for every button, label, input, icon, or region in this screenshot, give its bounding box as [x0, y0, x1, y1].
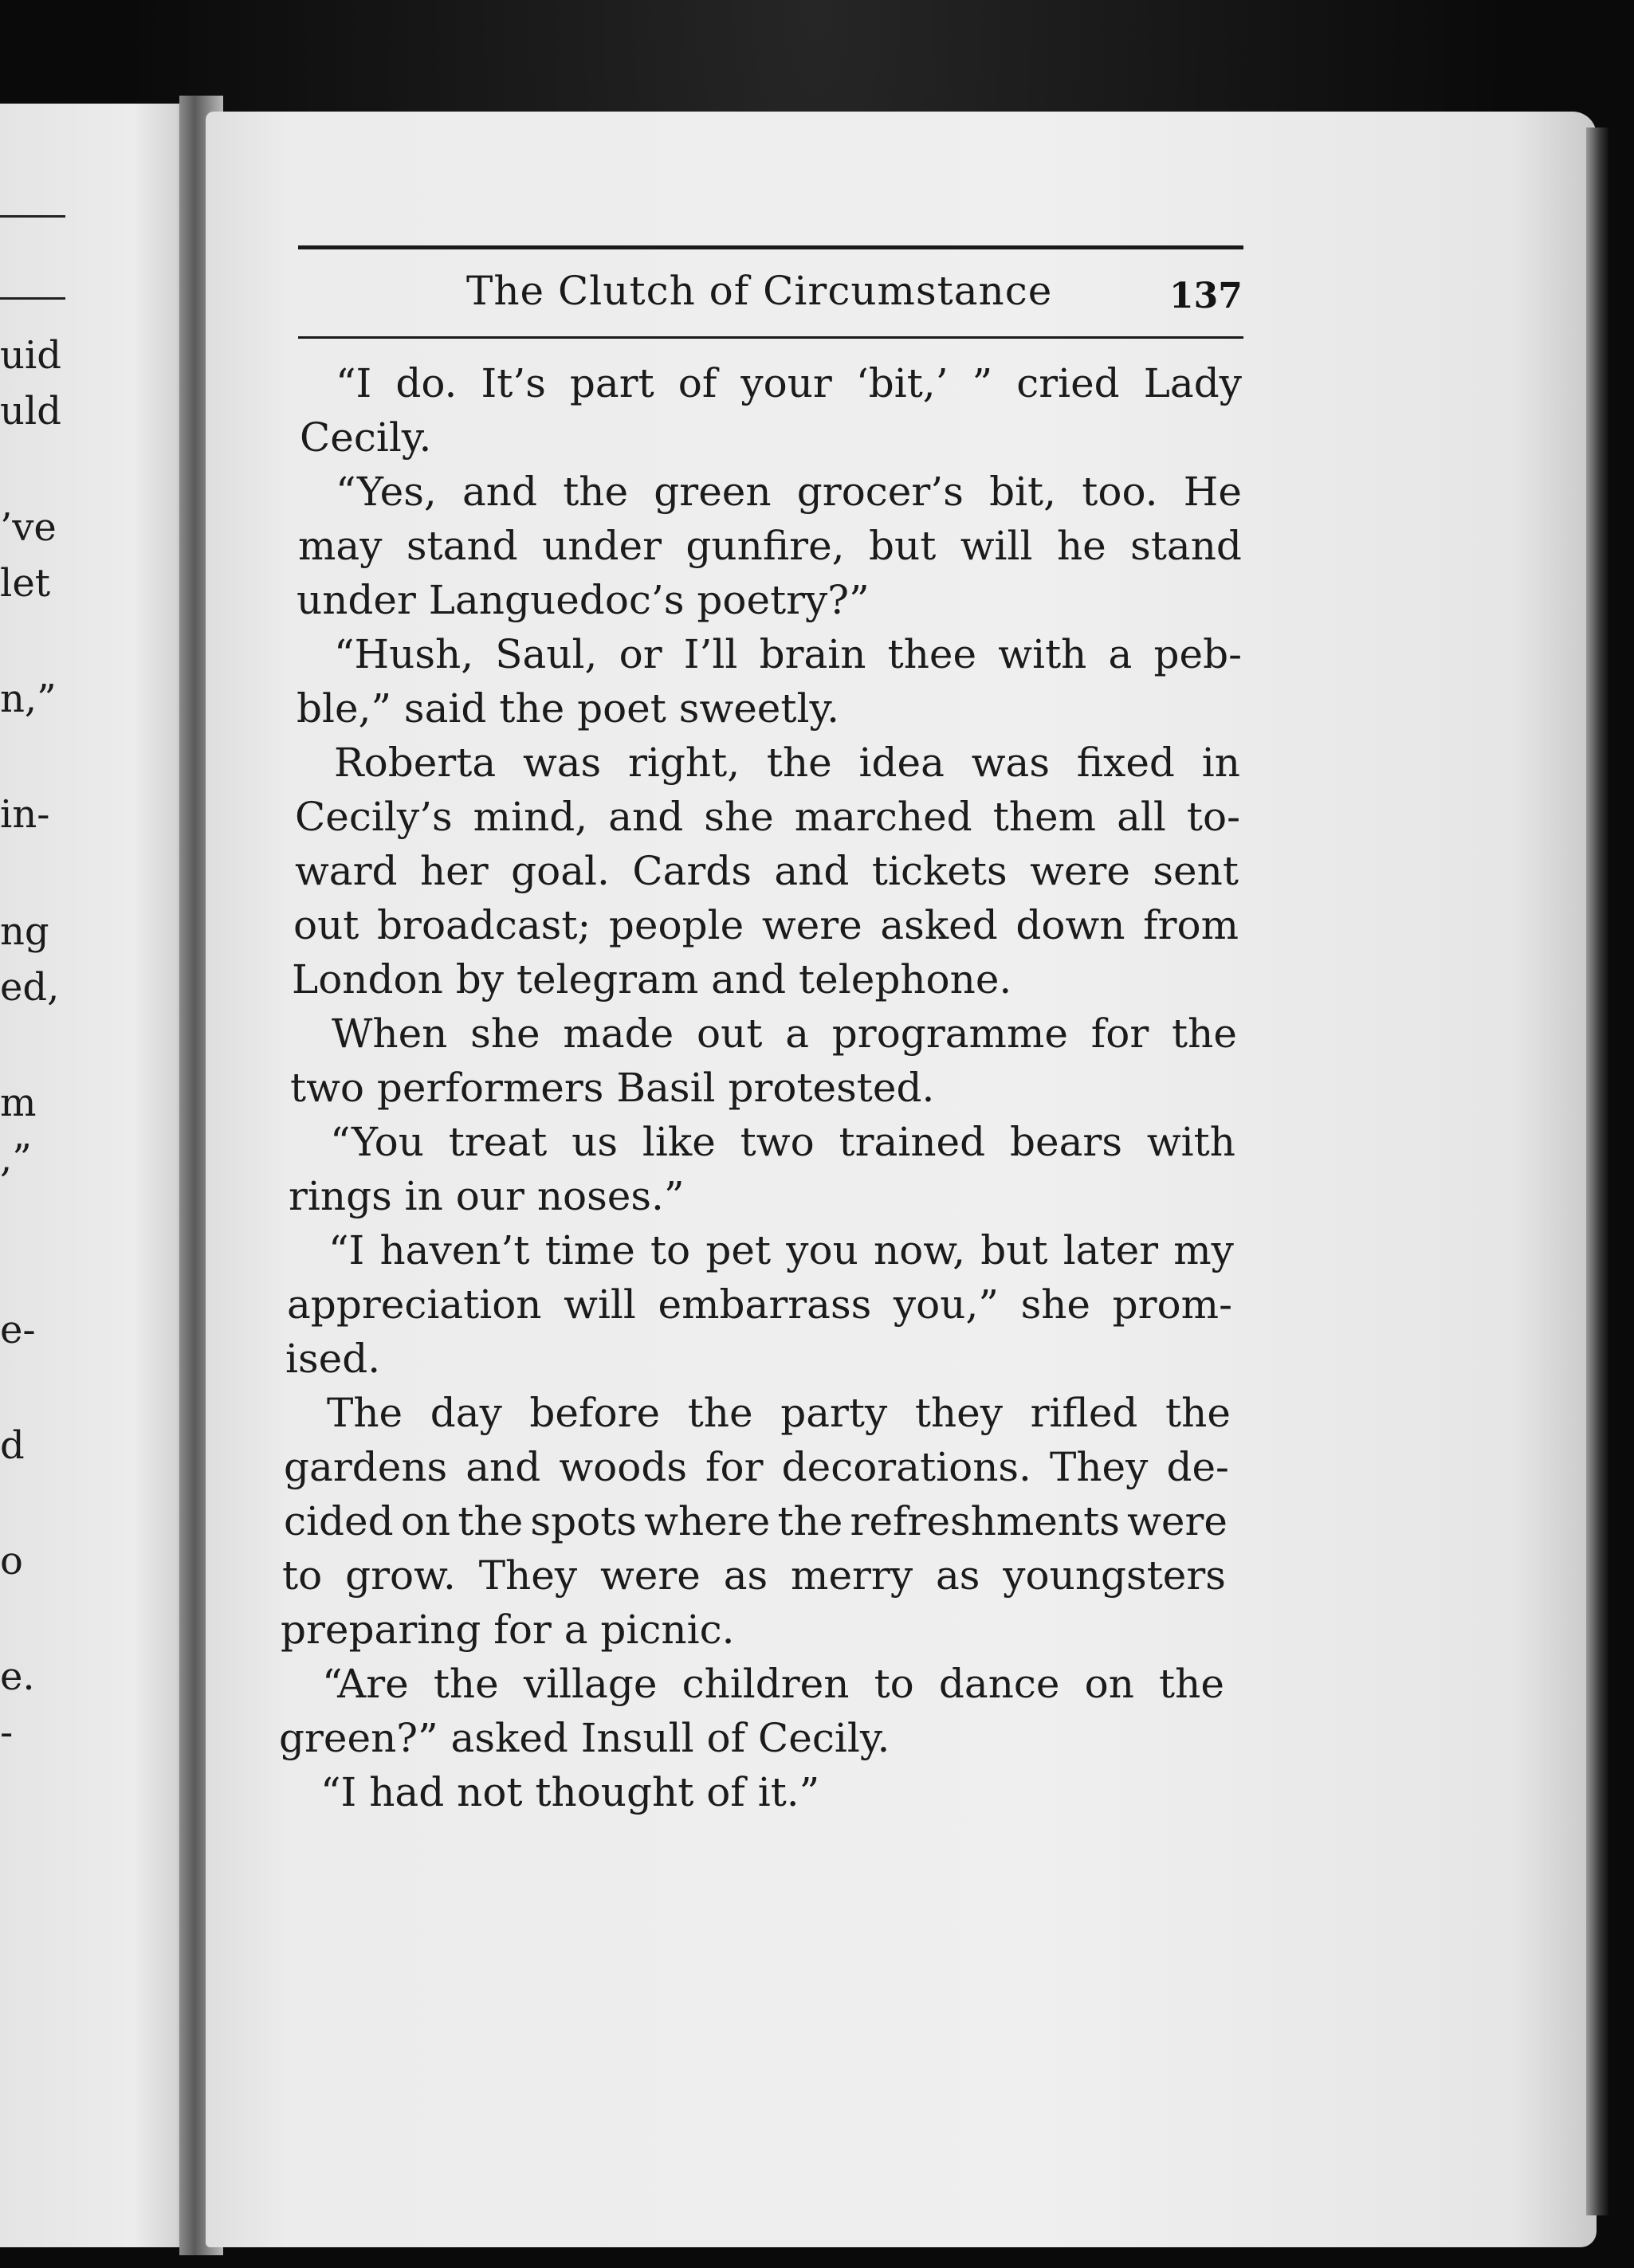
- text-line: may stand under gunfire, but will he stand: [298, 523, 1242, 569]
- text-line: to grow. They were as merry as youngsters: [282, 1552, 1226, 1599]
- left-page-fragment: ed,: [0, 965, 60, 1010]
- text-line: London by telegram and telephone.: [292, 956, 1012, 1003]
- left-page-fragment: ng: [0, 909, 49, 954]
- text-line: “Hush, Saul, or I’ll brain thee with a peb-: [334, 631, 1242, 677]
- text-line: out broadcast; people were asked down from: [293, 902, 1239, 948]
- left-page-fragment: m: [0, 1081, 37, 1125]
- text-line: ward her goal. Cards and tickets were sent: [295, 848, 1239, 894]
- left-page-fragment: o: [0, 1539, 23, 1583]
- text-line: gardens and woods for decorations. They de-: [284, 1444, 1229, 1490]
- running-title: The Clutch of Circumstance: [466, 268, 1053, 314]
- left-page-fragment: ’ve: [0, 505, 57, 550]
- left-page-fragment: uid: [0, 333, 61, 378]
- page-number: 137: [1169, 276, 1243, 316]
- text-line: “Yes, and the green grocer’s bit, too. He: [336, 469, 1242, 515]
- text-line: green?” asked Insull of Cecily.: [279, 1715, 890, 1761]
- text-line: “Are the village children to dance on the: [322, 1661, 1224, 1707]
- text-line: cided on the spots where the refreshments were: [284, 1498, 1227, 1544]
- text-line: “You treat us like two trained bears with: [330, 1119, 1235, 1165]
- left-page-fragment: in-: [0, 792, 50, 837]
- left-page-rule: [0, 297, 65, 300]
- text-line: under Languedoc’s poetry?”: [297, 577, 870, 623]
- left-page-fragment: ,”: [0, 1136, 32, 1181]
- page-edge-shadow: [1586, 128, 1608, 2215]
- text-line: When she made out a programme for the: [332, 1010, 1237, 1057]
- text-line: “I do. It’s part of your ‘bit,’ ” cried Lady: [336, 360, 1242, 406]
- text-line: Cecily’s mind, and she marched them all to-: [295, 794, 1240, 840]
- text-line: ised.: [285, 1336, 381, 1382]
- left-page-fragment: -: [0, 1710, 14, 1755]
- left-page-rule: [0, 215, 65, 218]
- left-page: [0, 104, 191, 2247]
- text-line: “I had not thought of it.”: [320, 1769, 820, 1815]
- left-page-fragment: d: [0, 1423, 25, 1468]
- text-line: Cecily.: [300, 414, 432, 461]
- header-bottom-rule: [298, 336, 1243, 339]
- text-line: preparing for a picnic.: [281, 1607, 735, 1653]
- text-line: ble,” said the poet sweetly.: [297, 685, 839, 732]
- text-line: two performers Basil protested.: [290, 1065, 935, 1111]
- header-top-rule: [298, 245, 1243, 249]
- left-page-fragment: uld: [0, 389, 61, 434]
- text-line: “I haven’t time to pet you now, but later my: [328, 1227, 1234, 1273]
- left-page-fragment: e.: [0, 1654, 35, 1699]
- text-line: appreciation will embarrass you,” she prom-: [287, 1281, 1232, 1328]
- left-page-fragment: e-: [0, 1308, 36, 1352]
- text-line: Roberta was right, the idea was fixed in: [334, 740, 1240, 786]
- text-line: rings in our noses.”: [289, 1173, 685, 1219]
- left-page-fragment: let: [0, 561, 51, 606]
- left-page-fragment: n,”: [0, 677, 57, 721]
- text-line: The day before the party they rifled the: [327, 1390, 1231, 1436]
